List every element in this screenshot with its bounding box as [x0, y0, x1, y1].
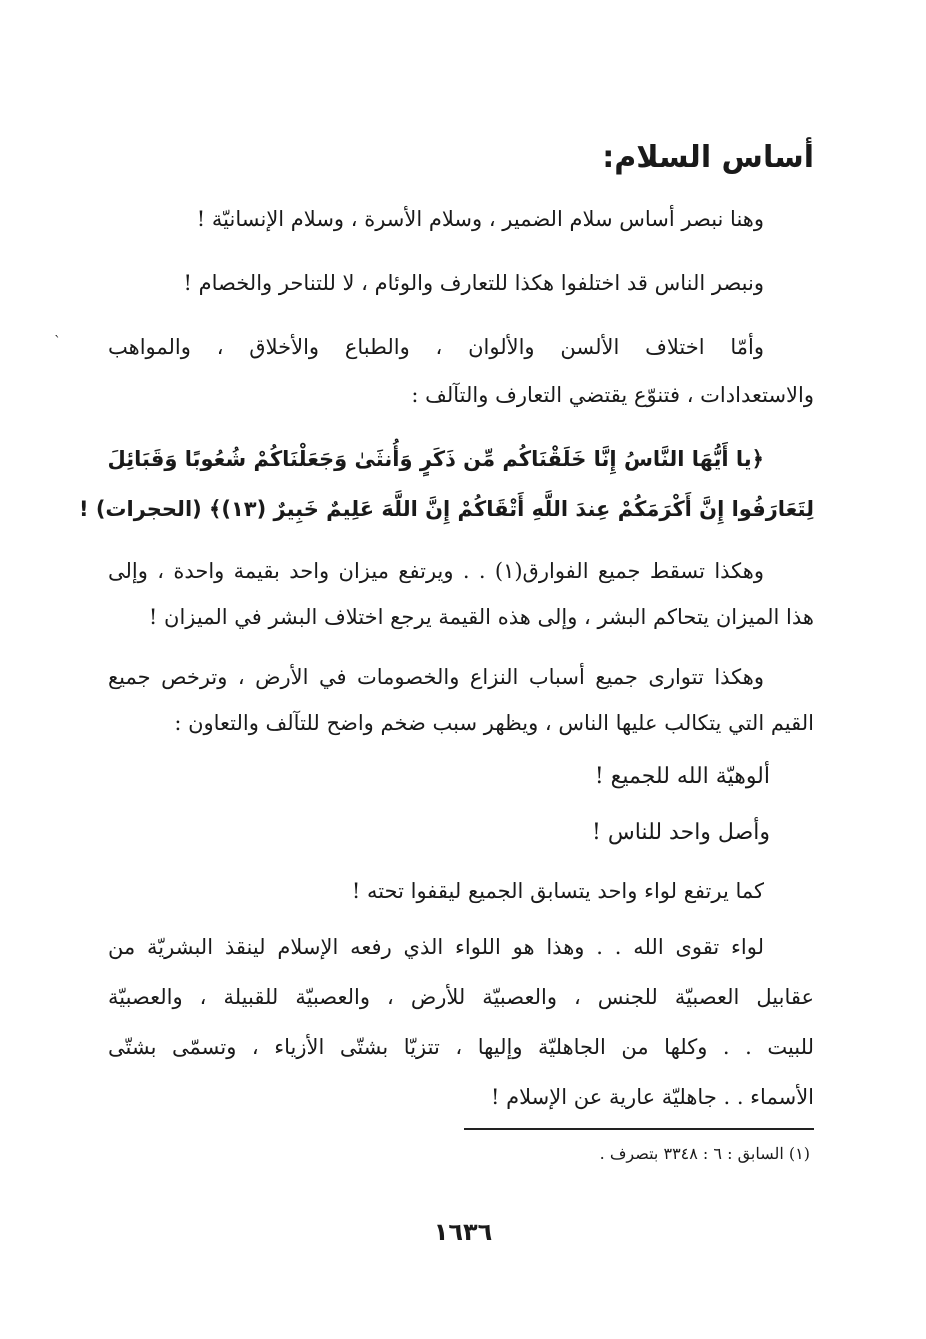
- page-number: ١٦٣٦: [433, 1218, 493, 1246]
- paragraph-5-line: القيم التي يتكالب عليها الناس ، ويظهر سبب ضخم واضح للتآلف والتعاون :: [174, 711, 814, 735]
- paragraph-1-line: وهنا نبصر أساس سلام الضمير ، وسلام الأسرة ، وسلام الإنسانيّة !: [196, 207, 764, 231]
- quran-verse-line: لِتَعَارَفُوا إِنَّ أَكْرَمَكُمْ عِندَ اللَّهِ أَتْقَاكُمْ إِنَّ اللَّهَ عَلِيمٌ خَبِيرٌ (١٣)﴾ (الحجرات) !: [78, 497, 814, 521]
- paragraph-5-line: وهكذا تتوارى جميع أسباب النزاع والخصومات في الأرض ، وترخص جميع: [108, 665, 764, 689]
- paragraph-6-line: كما يرتفع لواء واحد يتسابق الجميع ليقفوا تحته !: [351, 879, 764, 903]
- paragraph-7-line: الأسماء . . جاهليّة عارية عن الإسلام !: [491, 1085, 814, 1109]
- paragraph-3-line: وأمّا اختلاف الألسن والألوان ، والطباع والأخلاق ، والمواهب: [108, 335, 764, 359]
- paragraph-2-line: ونبصر الناس قد اختلفوا هكذا للتعارف والوئام ، لا للتناحر والخصام !: [183, 271, 764, 295]
- poem-line: ألوهيّة الله للجميع !: [594, 764, 770, 789]
- paragraph-7-line: لواء تقوى الله . . وهذا هو اللواء الذي رفعه الإسلام لينقذ البشريّة من: [108, 935, 764, 959]
- paragraph-3-line: والاستعدادات ، فتنوّع يقتضي التعارف والتآلف :: [411, 383, 814, 407]
- paragraph-7-line: عقابيل العصبيّة للجنس ، والعصبيّة للأرض ، والعصبيّة للقبيلة ، والعصبيّة: [108, 985, 814, 1009]
- paragraph-7-line: للبيت . . وكلها من الجاهليّة وإليها ، تتزيّا بشتّى الأزياء ، وتسمّى بشتّى: [108, 1035, 814, 1059]
- paragraph-4-line: وهكذا تسقط جميع الفوارق(١) . . ويرتفع ميزان واحد بقيمة واحدة ، وإلى: [108, 559, 764, 583]
- poem-line: وأصل واحد للناس !: [592, 820, 770, 845]
- section-heading: أساس السلام:: [602, 140, 814, 175]
- quran-verse-line: ﴿يا أَيُّهَا النَّاسُ إِنَّا خَلَقْنَاكُم مِّن ذَكَرٍ وَأُنثَىٰ وَجَعَلْنَاكُمْ شُعُوبًا وَقَبَائِلَ: [107, 447, 764, 471]
- paragraph-4-line: هذا الميزان يتحاكم البشر ، وإلى هذه القيمة يرجع اختلاف البشر في الميزان !: [148, 605, 814, 629]
- footnote-divider: [464, 1128, 814, 1130]
- margin-mark: ˋ: [54, 334, 61, 350]
- footnote: (١) السابق : ٦ : ٣٣٤٨ بتصرف .: [599, 1144, 810, 1163]
